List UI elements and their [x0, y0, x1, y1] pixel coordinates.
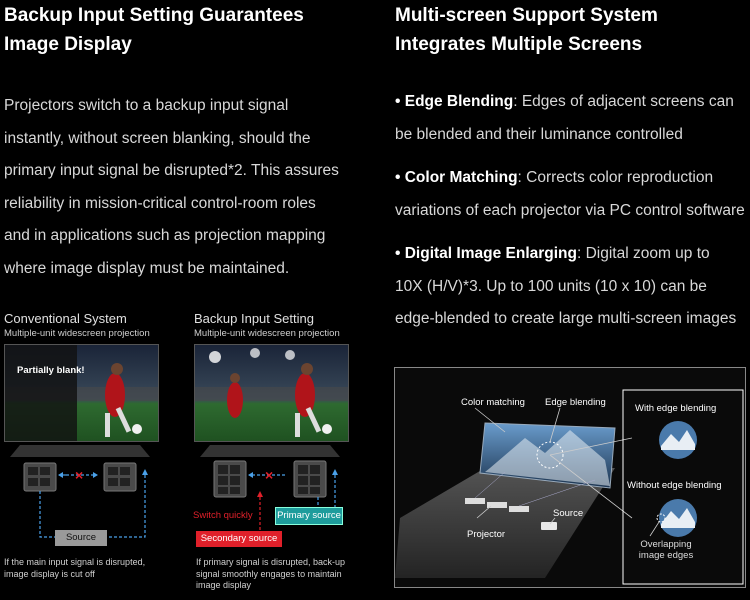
projector-right-icon: [104, 463, 136, 491]
projector-left-icon: [24, 463, 56, 491]
conventional-source-box: Source: [55, 530, 107, 546]
stadium-image: [195, 345, 349, 442]
paragraph-line: and in applications such as projection mapping: [4, 227, 326, 244]
bullet-text: be blended and their luminance controlled: [395, 125, 683, 143]
backup-subtitle: Multiple-unit widescreen projection: [194, 328, 340, 339]
bullet-heading: Color Matching: [404, 169, 518, 186]
switch-quickly-label: Switch quickly: [193, 510, 253, 521]
backup-title: Backup Input Setting: [194, 311, 314, 326]
svg-text:×: ×: [265, 467, 274, 483]
projector-left-icon: [214, 461, 246, 497]
with-edge-blending-label: With edge blending: [635, 403, 717, 414]
source-label: Source: [553, 508, 584, 519]
projector-right-icon: [294, 461, 326, 497]
svg-text:×: ×: [75, 467, 84, 483]
right-title-line1: Multi-screen Support System: [395, 5, 658, 26]
conventional-note: [4, 557, 145, 580]
bullet-text: : Digital zoom up to: [576, 245, 710, 262]
bullet-heading: Digital Image Enlarging: [404, 245, 577, 262]
projector-label: Projector: [467, 529, 506, 540]
left-paragraph: [4, 90, 364, 285]
without-edge-blending-label: Without edge blending: [627, 480, 722, 491]
bullet-digital-enlarging: • Digital Image Enlarging: Digital zoom up to 10X (H/V)*3. Up to 100 units (10 x 10) can be edge-blended to create large multi-screen images: [395, 238, 750, 336]
bullet-text: 10X (H/V)*3. Up to 100 units (10 x 10) can be: [395, 277, 707, 295]
left-title-line2: Image Display: [4, 34, 132, 55]
primary-source-box: Primary source: [275, 507, 343, 525]
edge-blending-label: Edge blending: [545, 397, 606, 408]
right-title-line2: Integrates Multiple Screens: [395, 34, 643, 55]
paragraph-line: reliability in mission-critical control-room roles: [4, 194, 316, 212]
bullet-text: : Edges of adjacent screens can: [513, 93, 734, 110]
paragraph-line: primary input signal be disrupted*2. This assures: [4, 162, 339, 179]
bullet-text: variations of each projector via PC control software: [395, 201, 745, 219]
paragraph-line: instantly, without screen blanking, should the: [4, 129, 311, 147]
bullet-text: : Corrects color reproduction: [517, 169, 714, 186]
note-line: image display is cut off: [4, 568, 95, 579]
conventional-subtitle: Multiple-unit widescreen projection: [4, 328, 150, 339]
partially-blank-label: Partially blank!: [17, 365, 85, 376]
note-line: image display: [196, 580, 252, 590]
multiscreen-diagram: [394, 367, 746, 588]
backup-note: [196, 557, 345, 592]
bullet-heading: Edge Blending: [404, 93, 514, 110]
overlapping-edges-label: [631, 539, 701, 561]
left-title-line1: Backup Input Setting Guarantees: [4, 5, 304, 26]
overlap-line: Overlapping: [640, 539, 692, 550]
color-matching-label: Color matching: [461, 397, 525, 408]
paragraph-line: where image display must be maintained.: [4, 259, 290, 277]
conventional-title: Conventional System: [4, 311, 127, 326]
conventional-stadium-photo: [4, 344, 159, 442]
backup-stadium-photo: [194, 344, 349, 442]
bullet-text: edge-blended to create large multi-screen images: [395, 310, 737, 327]
bullet-color-matching: • Color Matching: Corrects color reproduction variations of each projector via PC control software: [395, 162, 750, 227]
secondary-source-box: Secondary source: [196, 531, 282, 547]
stadium-image: [5, 345, 159, 442]
bullet-edge-blending: • Edge Blending: Edges of adjacent screens can be blended and their luminance controlled: [395, 86, 750, 151]
note-line: signal smoothly engages to maintain: [196, 568, 342, 579]
note-line: If primary signal is disrupted, back-up: [196, 557, 346, 567]
note-line: If the main input signal is disrupted,: [4, 557, 146, 567]
overlap-line: image edges: [638, 550, 694, 561]
paragraph-line: Projectors switch to a backup input signal: [4, 97, 289, 114]
